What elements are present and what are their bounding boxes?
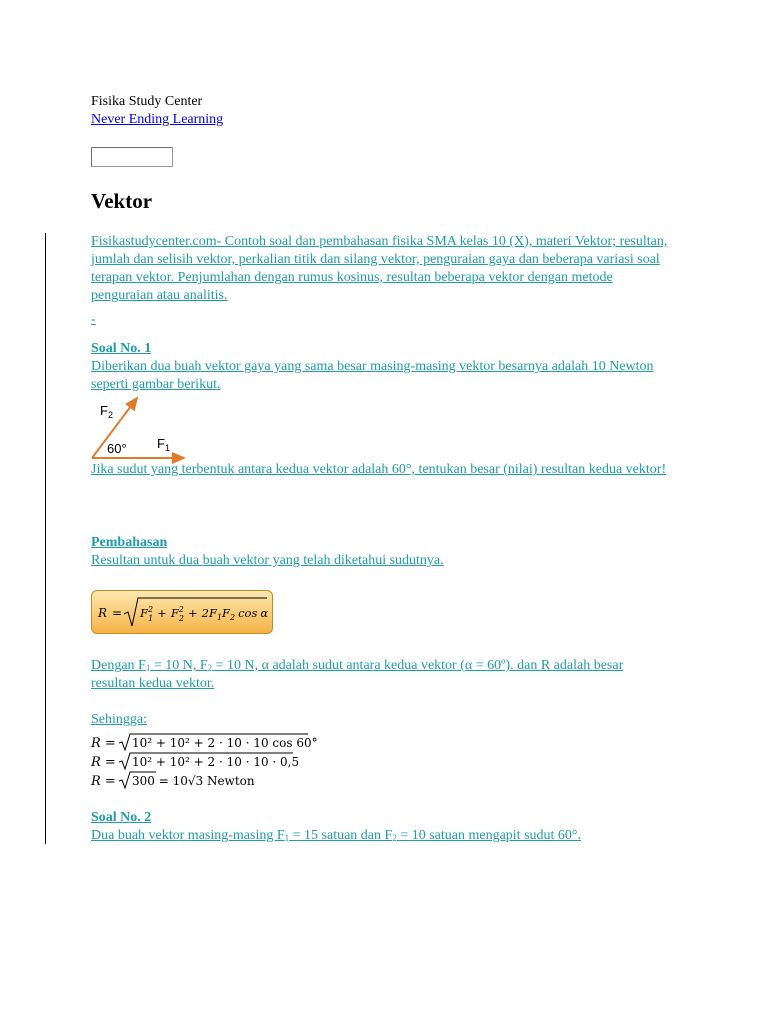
pembahasan-heading[interactable]: Pembahasan: [91, 535, 168, 550]
svg-text:R =: R =: [91, 736, 116, 751]
svg-text:10² + 10² + 2 · 10 · 10 cos 60: 10² + 10² + 2 · 10 · 10 cos 60°: [132, 736, 318, 750]
tagline-link[interactable]: Never Ending Learning: [91, 112, 224, 127]
svg-text:300 = 10√3 Newton: 300 = 10√3 Newton: [132, 774, 255, 788]
soal-1-text[interactable]: Diberikan dua buah vektor gaya yang sama besar masing-masing vektor besarnya adalah 10 Newton seperti gambar berikut.: [91, 359, 654, 392]
resultant-formula-box: [91, 590, 273, 634]
left-border-rule: [45, 233, 46, 844]
intro-paragraph[interactable]: Fisikastudycenter.com- Contoh soal dan pembahasan fisika SMA kelas 10 (X), materi Vektor; resultan, jumlah dan selisih vektor, perkalian titik dan silang vektor, penguraian gaya dan beberapa variasi soal terapan vektor. Penjumlahan dengan rumus kosinus, resultan beberapa vektor dengan metode penguraian atau analitis.: [91, 234, 668, 303]
pembahasan-text[interactable]: Resultan untuk dua buah vektor yang telah diketahui sudutnya.: [91, 553, 444, 568]
soal-2-text[interactable]: Dua buah vektor masing-masing $F_1 = 15$ satuan dan $F_2 = 10$ satuan mengapit sudut 60°.: [91, 828, 582, 843]
svg-text:R =: R =: [91, 755, 116, 770]
svg-text:=: =: [112, 606, 123, 620]
vector-diagram: [88, 396, 198, 464]
calc-line-2: [90, 752, 330, 770]
calc-line-1: [90, 733, 330, 751]
svg-text:R: R: [98, 606, 108, 620]
svg-text:F21+F22+2F1F2cosα: $F^2$ $1 + F^2$ $2 + 2F_1F_2$ cos α: [140, 605, 269, 623]
calc-line-3: [90, 771, 330, 789]
soal-2-heading[interactable]: Soal No. 2: [91, 810, 152, 825]
soal-1-question[interactable]: Jika sudut yang terbentuk antara kedua vektor adalah 60°, tentukan besar (nilai) resultan kedua vektor!: [91, 462, 667, 477]
sehingga-label[interactable]: Sehingga:: [91, 712, 147, 727]
site-title: Fisika Study Center: [91, 94, 203, 109]
label-angle: 60°: [107, 441, 127, 456]
given-values-text[interactable]: Dengan $F_1 = 10$ N, $F_2 = 10$ N, α adalah sudut antara kedua vektor (α = 60º). dan R adalah besar resultan kedua vektor.: [91, 658, 624, 691]
page-title: Vektor: [91, 189, 153, 213]
label-f2: $F_2$: [100, 403, 113, 420]
separator-dash: -: [91, 312, 96, 327]
svg-text:10² + 10² + 2 · 10 · 10 · 0,5: 10² + 10² + 2 · 10 · 10 · 0,5: [132, 755, 300, 769]
soal-1-heading[interactable]: Soal No. 1: [91, 341, 152, 356]
svg-text:R =: R =: [91, 774, 116, 789]
search-input[interactable]: [91, 147, 173, 167]
label-f1: $F_1$: [157, 436, 170, 453]
